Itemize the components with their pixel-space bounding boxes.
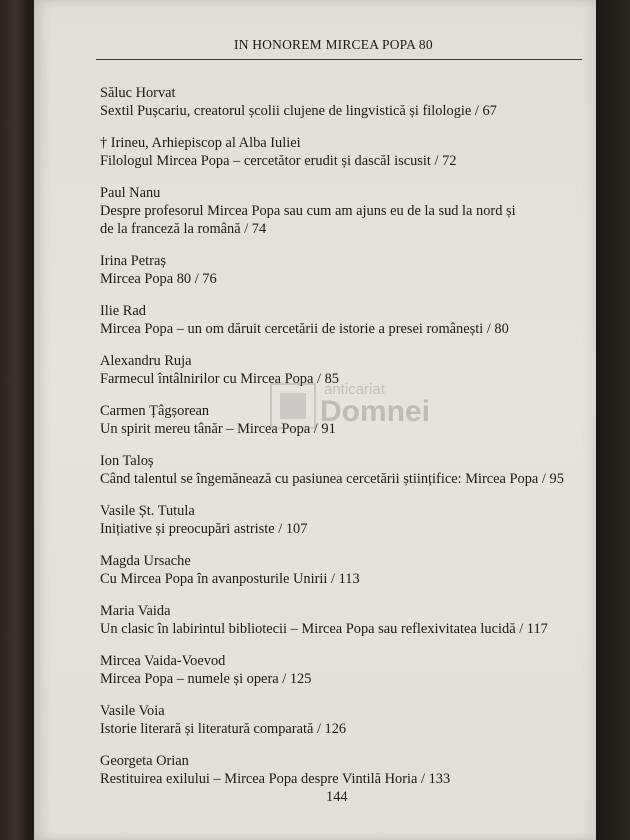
- toc-entry: [100, 552, 580, 588]
- entry-author: Magda Ursache: [100, 553, 191, 569]
- entry-title: Cu Mircea Popa în avanposturile Unirii / 113: [100, 571, 360, 587]
- entry-title: Inițiative și preocupări astriste / 107: [100, 521, 308, 537]
- entry-author: Carmen Țâgșorean: [100, 403, 210, 419]
- book-page: [34, 0, 596, 840]
- toc-entry: [100, 302, 580, 338]
- toc-entry: [100, 502, 580, 538]
- entry-author: Ilie Rad: [100, 303, 146, 319]
- toc-entry: [100, 184, 580, 238]
- entry-title: Farmecul întâlnirilor cu Mircea Popa / 85: [100, 371, 339, 387]
- entry-author: Paul Nanu: [100, 185, 161, 201]
- page-number: 144: [326, 789, 348, 805]
- entry-author: Săluc Horvat: [100, 85, 176, 101]
- entry-title: Un spirit mereu tânăr – Mircea Popa / 91: [100, 421, 336, 437]
- toc-entry: [100, 452, 580, 488]
- entry-title: Despre profesorul Mircea Popa sau cum am ajuns eu de la sud la nord și: [100, 203, 516, 219]
- header-rule: [96, 59, 582, 60]
- entry-title-continued: de la franceză la română / 74: [100, 221, 267, 237]
- entry-author: Georgeta Orian: [100, 753, 189, 769]
- entry-author: Mircea Vaida-Voevod: [100, 653, 226, 669]
- toc-entry: [100, 702, 580, 738]
- entry-title: Mircea Popa – un om dăruit cercetării de istorie a presei românești / 80: [100, 321, 509, 337]
- toc-entry: [100, 352, 580, 388]
- entry-author: Vasile Voia: [100, 703, 165, 719]
- entry-title: Mircea Popa – numele și opera / 125: [100, 671, 312, 687]
- entry-title: Un clasic în labirintul bibliotecii – Mircea Popa sau reflexivitatea lucidă / 117: [100, 621, 548, 637]
- entry-author: Ion Taloș: [100, 453, 154, 469]
- entry-author: † Irineu, Arhiepiscop al Alba Iuliei: [100, 135, 301, 151]
- entry-title: Filologul Mircea Popa – cercetător erudit și dascăl iscusit / 72: [100, 153, 457, 169]
- entry-title: Mircea Popa 80 / 76: [100, 271, 217, 287]
- watermark-text: anticariat: [324, 381, 385, 398]
- entry-author: Alexandru Ruja: [100, 353, 192, 369]
- toc-entry: [100, 252, 580, 288]
- watermark-brand: Domnei: [320, 395, 431, 428]
- entry-title: Sextil Pușcariu, creatorul școlii clujene de lingvistică și filologie / 67: [100, 103, 497, 119]
- toc-entry: [100, 752, 580, 788]
- toc-entry: [100, 134, 580, 170]
- entry-title: Când talentul se îngemănează cu pasiunea cercetării științifice: Mircea Popa / 95: [100, 471, 564, 487]
- toc-entry: [100, 602, 580, 638]
- entry-author: Irina Petraș: [100, 253, 166, 269]
- entry-title: Restituirea exilului – Mircea Popa despre Vintilă Horia / 133: [100, 771, 451, 787]
- toc-entry: [100, 652, 580, 688]
- entry-author: Maria Vaida: [100, 603, 171, 619]
- table-of-contents: [100, 84, 580, 802]
- entry-author: Vasile Șt. Tutula: [100, 503, 195, 519]
- running-head: IN HONOREM MIRCEA POPA 80: [234, 37, 433, 52]
- toc-entry: [100, 402, 580, 438]
- toc-entry: [100, 84, 580, 120]
- entry-title: Istorie literară și literatură comparată / 126: [100, 721, 347, 737]
